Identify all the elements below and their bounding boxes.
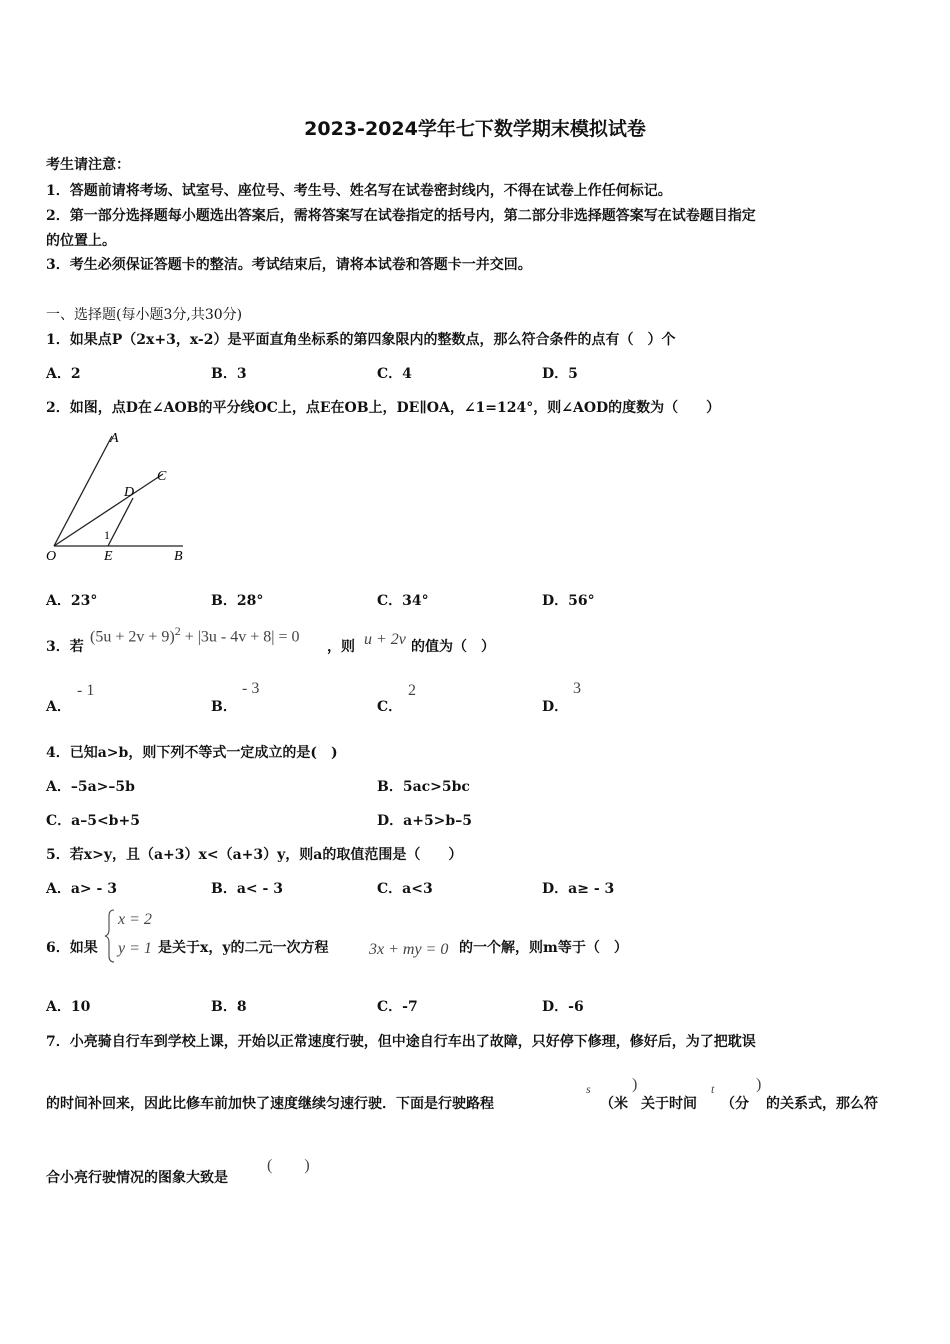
question-7-line-2e: 的关系式，那么符 xyxy=(766,1096,878,1112)
option-d: D．a≥ - 3 xyxy=(542,881,615,897)
expression-target: u + 2v xyxy=(364,631,406,648)
option-a: A．10 xyxy=(46,999,91,1015)
option-d-value: 3 xyxy=(573,680,581,697)
option-b: B．8 xyxy=(211,999,247,1015)
question-4-stem: 4．已知a>b，则下列不等式一定成立的是( ) xyxy=(46,745,338,761)
question-1-stem: 1．如果点P（2x+3，x-2）是平面直角坐标系的第四象限内的整数点，那么符合条件的点有（ ）个 xyxy=(46,332,676,348)
section-heading: 一、选择题(每小题3分,共30分) xyxy=(46,307,243,323)
variable-t: t xyxy=(711,1082,715,1096)
expression-abs-part: + |3u - 4v + 8| = 0 xyxy=(180,628,300,646)
option-b: B．a< - 3 xyxy=(211,881,283,897)
option-c: C．4 xyxy=(377,366,412,382)
option-b: B．28° xyxy=(211,593,264,609)
exponent: 2 xyxy=(174,624,181,638)
option-a: A．a> - 3 xyxy=(46,881,117,897)
option-a-letter: A． xyxy=(46,699,71,715)
notice-heading: 考生请注意： xyxy=(46,157,130,173)
option-c: C．a<3 xyxy=(377,881,433,897)
question-7-line-3: 合小亮行驶情况的图象大致是 xyxy=(46,1170,228,1186)
option-c: C．-7 xyxy=(377,999,418,1015)
option-a: A．–5a>–5b xyxy=(46,779,135,795)
label-angle-1: 1 xyxy=(104,528,110,542)
angle-bisector-figure xyxy=(40,428,190,568)
answer-blank: ( ) xyxy=(267,1157,310,1174)
question-6-prefix: 6．如果 xyxy=(46,940,98,956)
question-3-suffix: 的值为（ ） xyxy=(411,639,495,655)
option-b: B．3 xyxy=(211,366,247,382)
label-c: C xyxy=(157,469,167,484)
equation: 3x + my = 0 xyxy=(369,941,449,958)
notice-item: 3．考生必须保证答题卡的整洁。考试结束后，请将本试卷和答题卡一并交回。 xyxy=(46,257,532,273)
paren-close: ) xyxy=(756,1076,762,1093)
variable-s: s xyxy=(586,1082,591,1096)
notice-item: 1．答题前请将考场、试室号、座位号、考生号、姓名写在试卷密封线内，不得在试卷上作任何标记。 xyxy=(46,183,672,199)
question-7-line-1: 7．小亮骑自行车到学校上课，开始以正常速度行驶，但中途自行车出了故障，只好停下修理，修好后，为了把耽误 xyxy=(46,1034,756,1050)
notice-item: 的位置上。 xyxy=(46,233,116,249)
option-c: C．a–5<b+5 xyxy=(46,813,140,829)
option-d: D．5 xyxy=(542,366,578,382)
label-e: E xyxy=(104,549,113,564)
option-c-value: 2 xyxy=(408,682,416,699)
option-a: A．23° xyxy=(46,593,98,609)
option-b-value: - 3 xyxy=(242,680,260,697)
system-brace xyxy=(104,908,116,964)
system-equation-2: y = 1 xyxy=(118,940,152,957)
option-d: D．-6 xyxy=(542,999,584,1015)
option-d: D．56° xyxy=(542,593,595,609)
option-b-letter: B． xyxy=(211,699,237,715)
option-c-letter: C． xyxy=(377,699,403,715)
page-title: 2023-2024学年七下数学期末模拟试卷 xyxy=(304,118,646,140)
label-d: D xyxy=(124,485,135,500)
question-5-stem: 5．若x>y，且（a+3）x<（a+3）y，则a的取值范围是（ ） xyxy=(46,847,463,863)
question-2-stem: 2．如图，点D在∠AOB的平分线OC上，点E在OB上，DE∥OA，∠1=124°，则∠AOD的度数为（ ） xyxy=(46,400,721,416)
label-b: B xyxy=(174,549,183,564)
label-o: O xyxy=(46,549,57,564)
notice-item: 2．第一部分选择题每小题选出答案后，需将答案写在试卷指定的括号内，第二部分非选择题答案写在试卷题目指定 xyxy=(46,208,756,224)
question-6-mid: 是关于x，y的二元一次方程 xyxy=(158,940,329,956)
question-7-line-2c: 关于时间 xyxy=(641,1096,697,1112)
expression-abs-sum xyxy=(90,624,300,646)
question-3-prefix: 3．若 xyxy=(46,639,84,655)
question-7-line-2d: （分 xyxy=(721,1096,749,1112)
question-6-suffix: 的一个解，则m等于（ ） xyxy=(459,940,628,956)
expression-square-part: (5u + 2v + 9) xyxy=(90,628,175,646)
question-7-line-2b: （米 xyxy=(600,1096,628,1112)
system-equation-1: x = 2 xyxy=(118,911,152,928)
option-a-value: - 1 xyxy=(77,682,95,699)
paren-close: ) xyxy=(632,1076,638,1093)
option-b: B．5ac>5bc xyxy=(377,779,470,795)
label-a: A xyxy=(110,431,119,446)
question-7-line-2a: 的时间补回来，因此比修车前加快了速度继续匀速行驶．下面是行驶路程 xyxy=(46,1096,494,1112)
option-a: A．2 xyxy=(46,366,81,382)
option-d-letter: D． xyxy=(542,699,569,715)
option-d: D．a+5>b–5 xyxy=(377,813,472,829)
question-3-mid: ，则 xyxy=(327,639,355,655)
option-c: C．34° xyxy=(377,593,429,609)
